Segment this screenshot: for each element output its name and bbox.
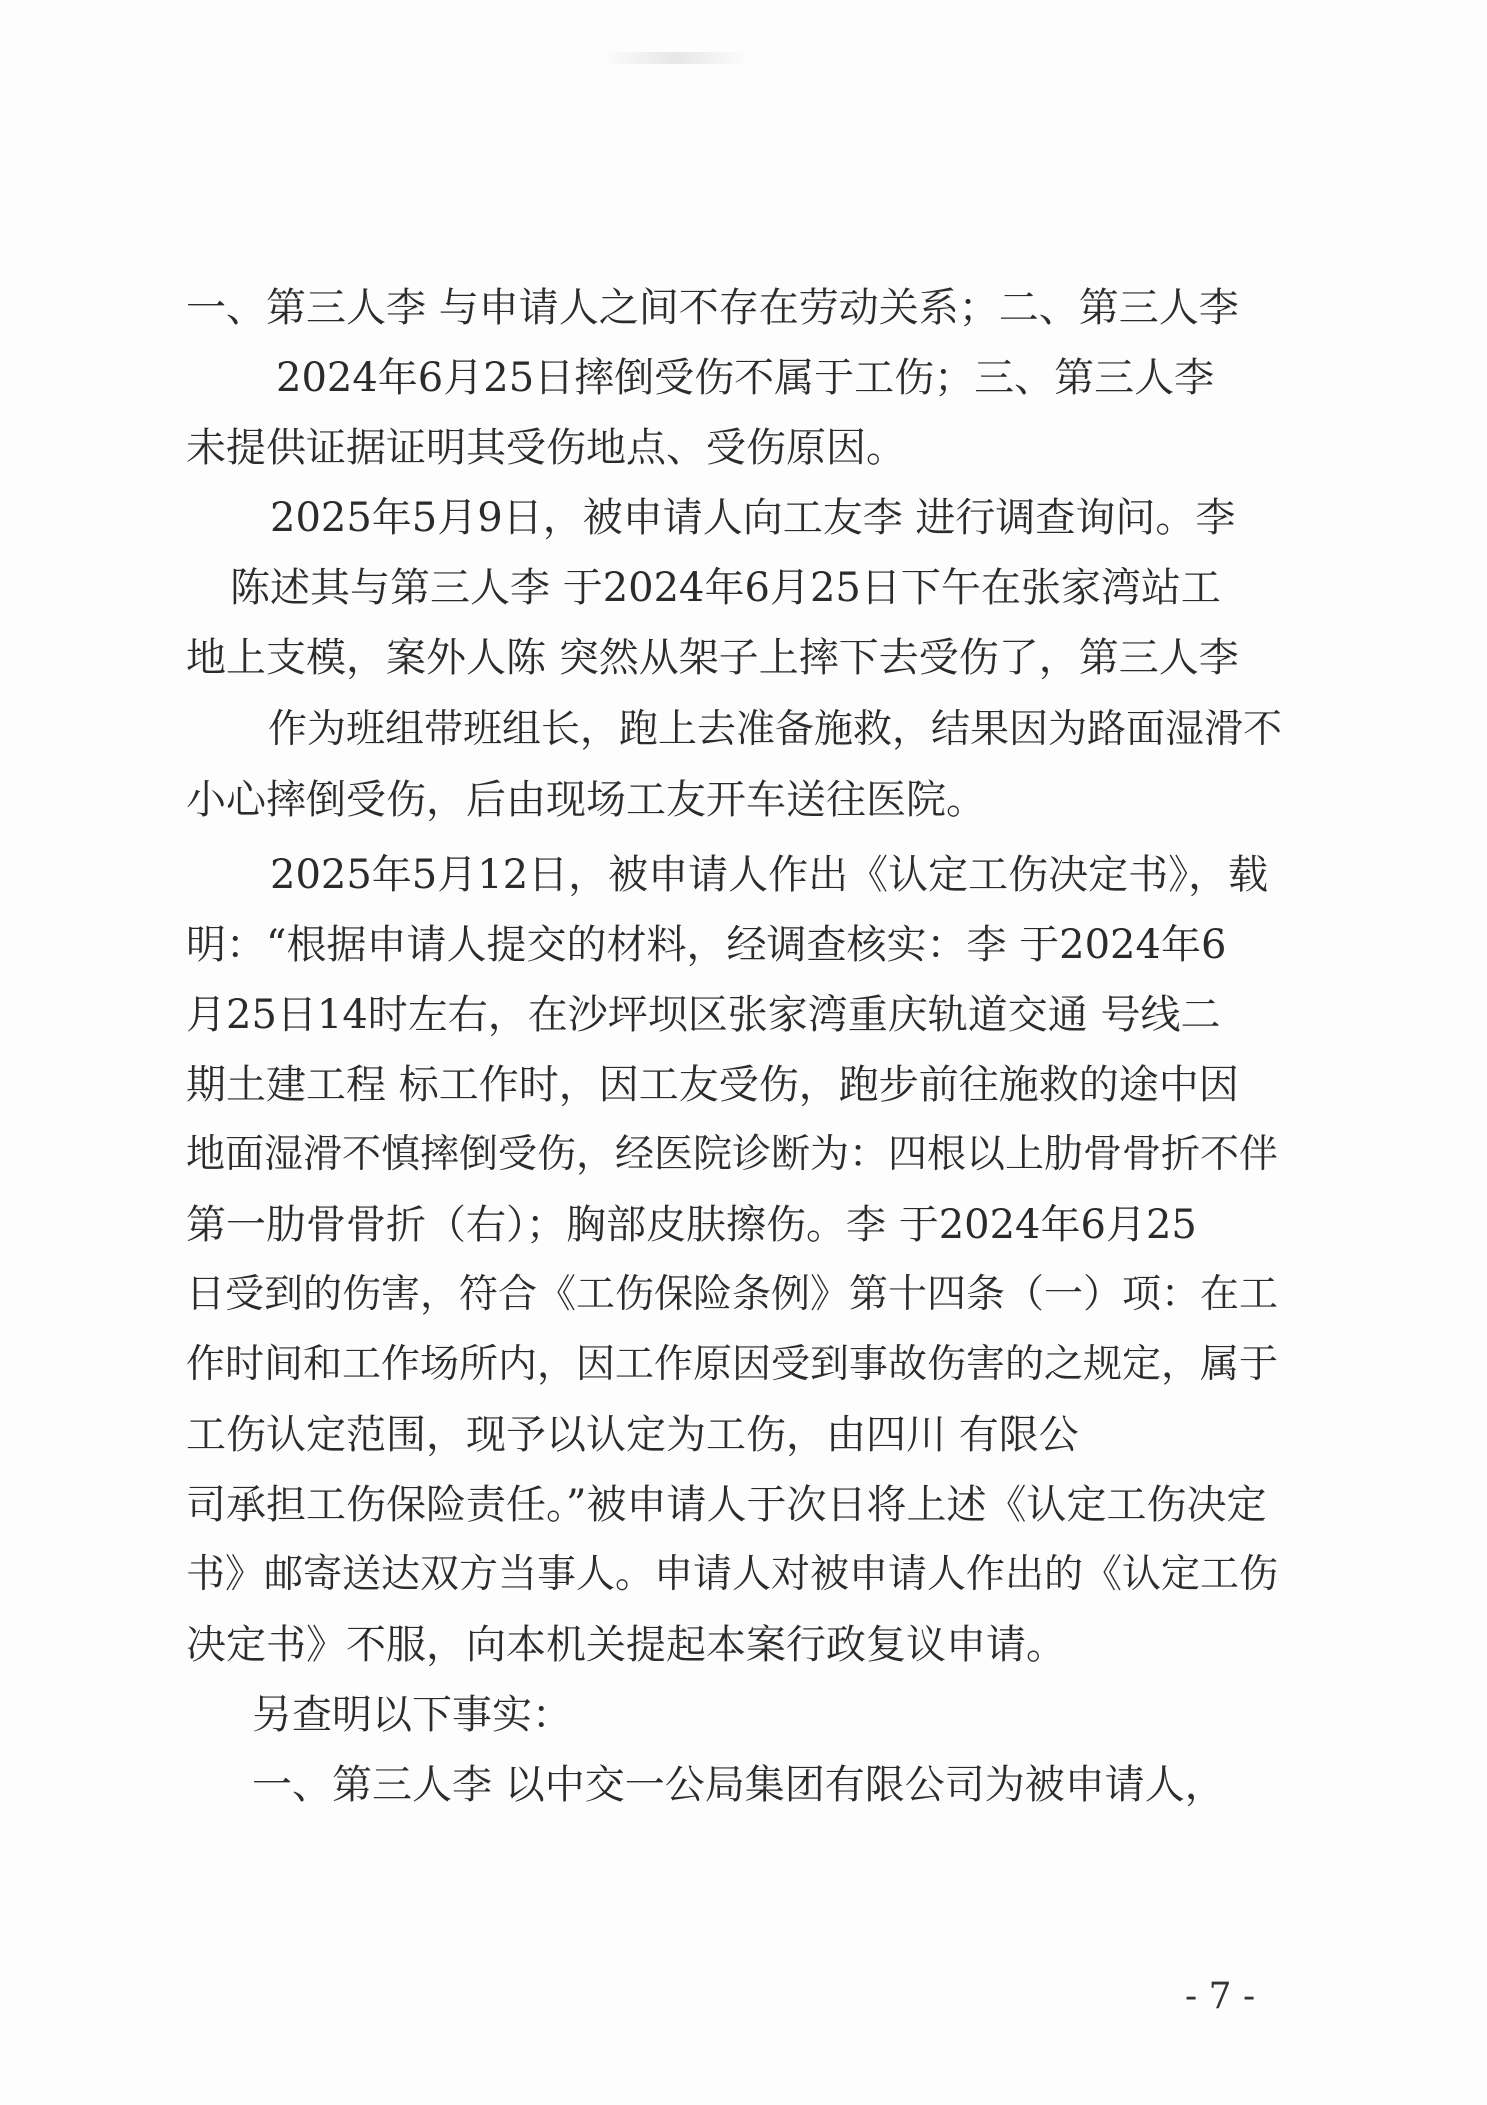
body-line-13: 地面湿滑不慎摔倒受伤，经医院诊断为：四根以上肋骨骨折不伴	[186, 1132, 1279, 1177]
page-number: - 7 -	[1185, 1976, 1256, 2017]
body-line-19: 书》邮寄送达双方当事人。申请人对被申请人作出的《认定工伤	[186, 1552, 1279, 1597]
body-line-16: 作时间和工作场所内，因工作原因受到事故伤害的之规定，属于	[186, 1342, 1279, 1387]
body-line-10: 明：“根据申请人提交的材料，经调查核实：李 于2024年6	[186, 922, 1227, 968]
body-line-8: 小心摔倒受伤，后由现场工友开车送往医院。	[186, 777, 986, 823]
body-line-6: 地上支模，案外人陈 突然从架子上摔下去受伤了，第三人李	[186, 635, 1239, 681]
body-line-12: 期土建工程 标工作时，因工友受伤，跑步前往施救的途中因	[186, 1062, 1239, 1108]
body-line-20: 决定书》不服，向本机关提起本案行政复议申请。	[186, 1622, 1066, 1668]
body-line-1: 一、第三人李 与申请人之间不存在劳动关系；二、第三人李	[186, 285, 1239, 331]
body-line-2: 2024年6月25日摔倒受伤不属于工伤；三、第三人李	[276, 355, 1215, 401]
scan-smudge	[600, 52, 750, 64]
body-line-21: 另查明以下事实：	[252, 1692, 572, 1738]
body-line-5: 陈述其与第三人李 于2024年6月25日下午在张家湾站工	[230, 565, 1221, 611]
body-line-7: 作为班组带班组长，跑上去准备施救，结果因为路面湿滑不	[268, 707, 1283, 752]
body-line-18: 司承担工伤保险责任。”被申请人于次日将上述《认定工伤决定	[186, 1482, 1267, 1528]
body-line-11: 月25日14时左右，在沙坪坝区张家湾重庆轨道交通 号线二	[186, 992, 1221, 1038]
body-line-17: 工伤认定范围，现予以认定为工伤，由四川 有限公	[186, 1412, 1079, 1458]
body-line-22: 一、第三人李 以中交一公局集团有限公司为被申请人，	[252, 1762, 1225, 1808]
body-line-15: 日受到的伤害，符合《工伤保险条例》第十四条（一）项：在工	[186, 1272, 1279, 1317]
body-line-4: 2025年5月9日，被申请人向工友李 进行调查询问。李	[270, 495, 1236, 541]
body-line-3: 未提供证据证明其受伤地点、受伤原因。	[186, 425, 906, 471]
body-line-14: 第一肋骨骨折（右）；胸部皮肤擦伤。李 于2024年6月25	[186, 1202, 1197, 1248]
body-line-9: 2025年5月12日，被申请人作出《认定工伤决定书》，载	[270, 852, 1269, 898]
